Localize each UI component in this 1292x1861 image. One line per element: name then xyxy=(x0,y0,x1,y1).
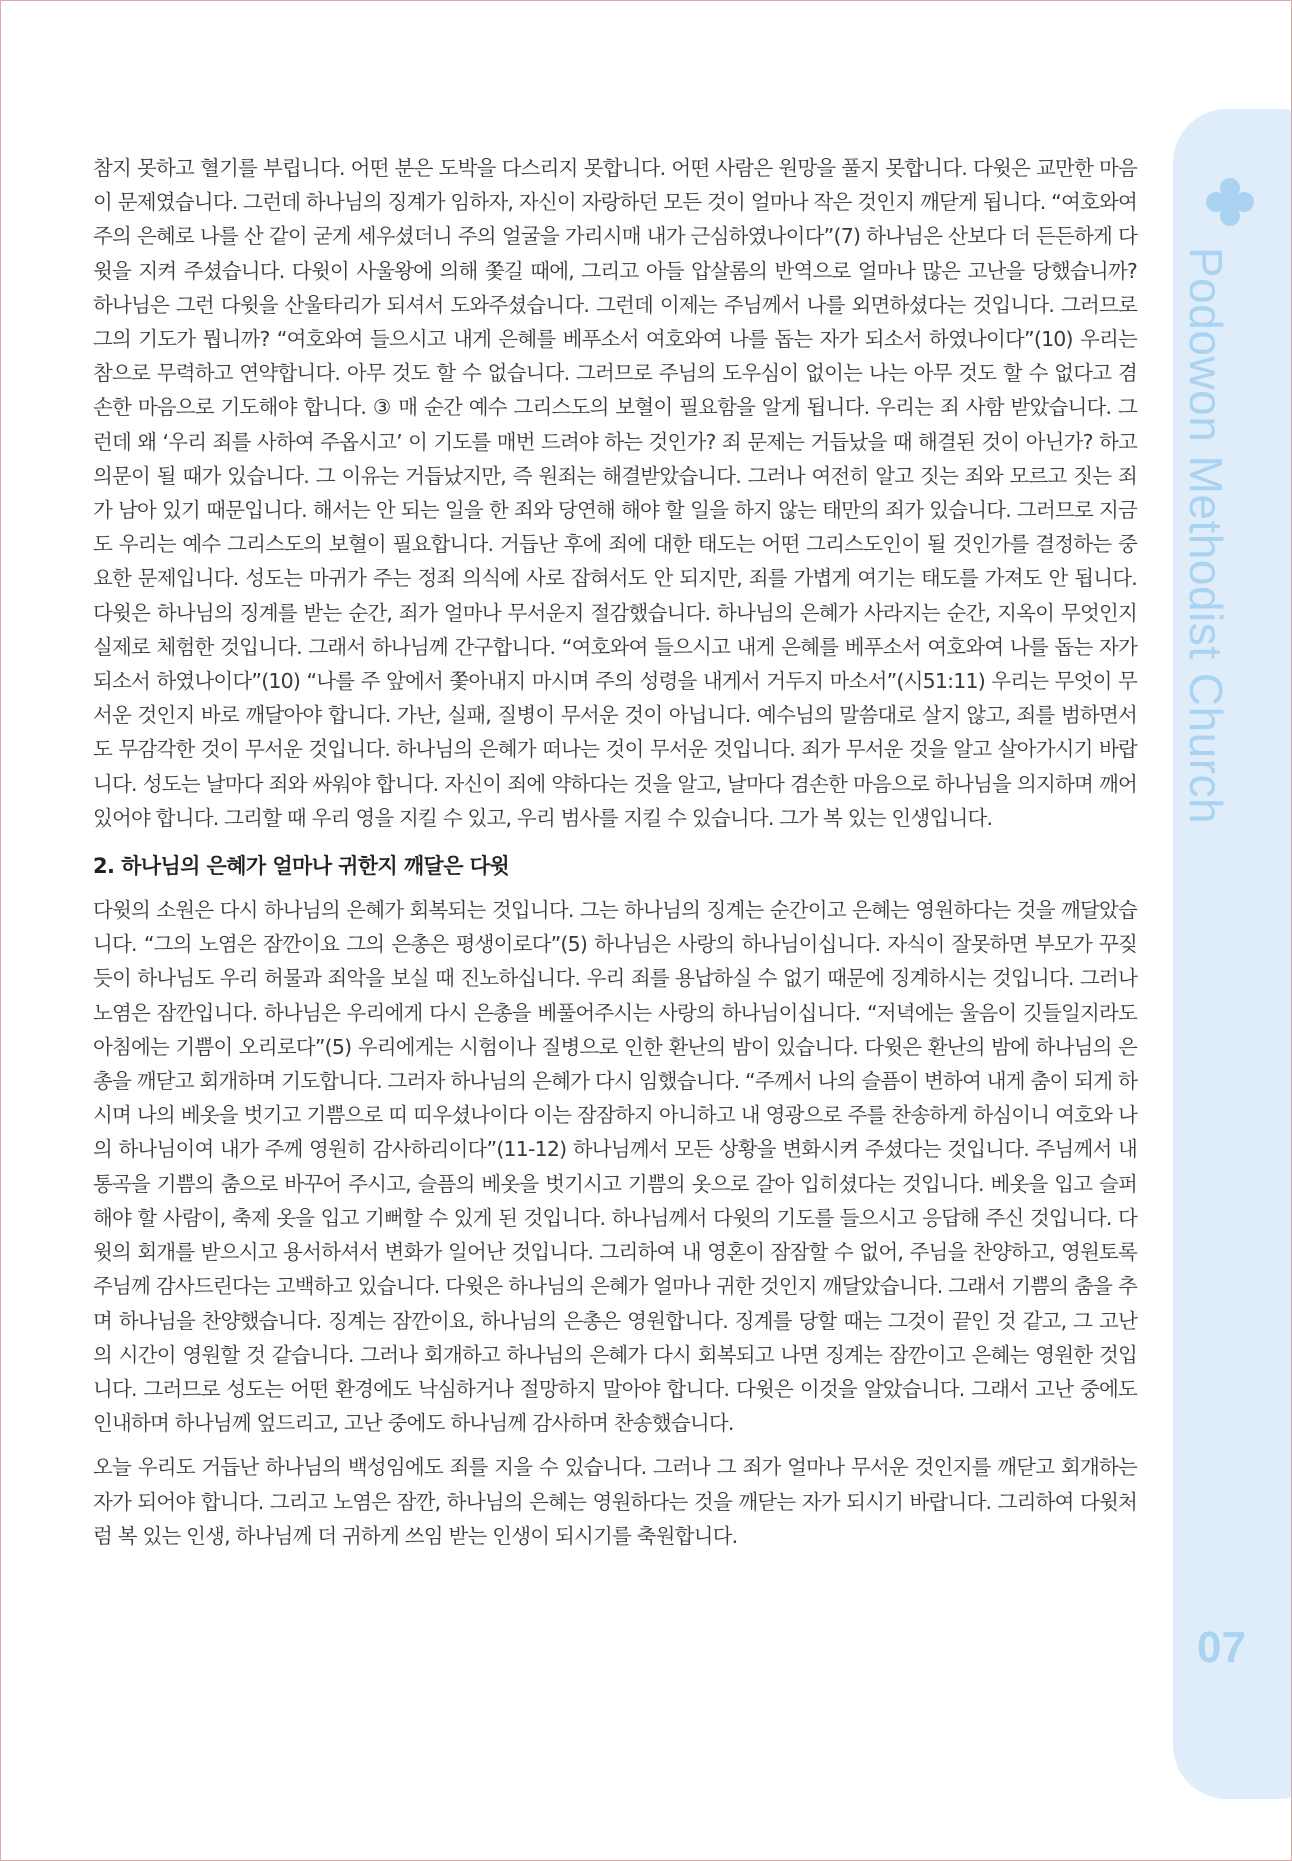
sermon-body xyxy=(93,151,1137,1553)
section-heading-2: 2. 하나님의 은혜가 얼마나 귀한지 깨달은 다윗 xyxy=(93,854,510,879)
four-petal-cross-icon xyxy=(1205,177,1255,227)
body-paragraph-1: 참지 못하고 혈기를 부립니다. 어떤 분은 도박을 다스리지 못합니다. 어떤 사람은 원망을 풀지 못합니다. 다윗은 교만한 마음이 문제였습니다. 그런데 하나님의 징계가 임하자, 자신이 자랑하던 모든 것이 얼마나 작은 것인지 깨닫게 됩니다. “여호와여 주의 은혜로 나를 산 같이 굳게 세우셨더니 주의 얼굴을 가리시매 내가 근심하였나이다”(7) 하나님은 산보다 더 든든하게 다윗을 지켜 주셨습니다. 다윗이 사울왕에 의해 쫓길 때에, 그리고 아들 압살롬의 반역으로 얼마나 많은 고난을 당했습니까? 하나님은 그런 다윗을 산울타리가 되셔서 도와주셨습니다. 그런데 이제는 주님께서 나를 외면하셨다는 것입니다. 그러므로 그의 기도가 뭡니까? “여호와여 들으시고 내게 은혜를 베푸소서 여호와여 나를 돕는 자가 되소서 하였나이다”(10) 우리는 참으로 무력하고 연약합니다. 아무 것도 할 수 없습니다. 그러므로 주님의 도우심이 없이는 나는 아무 것도 할 수 없다고 겸손한 마음으로 기도해야 합니다. ③ 매 순간 예수 그리스도의 보혈이 필요함을 알게 됩니다. 우리는 죄 사함 받았습니다. 그런데 왜 ‘우리 죄를 사하여 주옵시고’ 이 기도를 매번 드려야 하는 것인가? 죄 문제는 거듭났을 때 해결된 것이 아닌가? 하고 의문이 될 때가 있습니다. 그 이유는 거듭났지만, 즉 원죄는 해결받았습니다. 그러나 여전히 알고 짓는 죄와 모르고 짓는 죄가 남아 있기 때문입니다. 해서는 안 되는 일을 한 죄와 당연해 해야 할 일을 하지 않는 태만의 죄가 있습니다. 그러므로 지금도 우리는 예수 그리스도의 보혈이 필요합니다. 거듭난 후에 죄에 대한 태도는 어떤 그리스도인이 될 것인가를 결정하는 중요한 문제입니다. 성도는 마귀가 주는 정죄 의식에 사로 잡혀서도 안 되지만, 죄를 가볍게 여기는 태도를 가져도 안 됩니다. 다윗은 하나님의 징계를 받는 순간, 죄가 얼마나 무서운지 절감했습니다. 하나님의 은혜가 사라지는 순간, 지옥이 무엇인지 실제로 체험한 것입니다. 그래서 하나님께 간구합니다. “여호와여 들으시고 내게 은혜를 베푸소서 여호와여 나를 돕는 자가 되소서 하였나이다”(10) “나를 주 앞에서 쫓아내지 마시며 주의 성령을 내게서 거두지 마소서”(시51:11) 우리는 무엇이 무서운 것인지 바로 깨달아야 합니다. 가난, 실패, 질병이 무서운 것이 아닙니다. 예수님의 말씀대로 살지 않고, 죄를 범하면서도 무감각한 것이 무서운 것입니다. 하나님의 은혜가 떠나는 것이 무서운 것입니다. 죄가 무서운 것을 알고 살아가시기 바랍니다. 성도는 날마다 죄와 싸워야 합니다. 자신이 죄에 약하다는 것을 알고, 날마다 겸손한 마음으로 하나님을 의지하며 깨어 있어야 합니다. 그리할 때 우리 영을 지킬 수 있고, 우리 범사를 지킬 수 있습니다. 그가 복 있는 인생입니다. xyxy=(93,156,1137,830)
page-number: 07 xyxy=(1197,1623,1246,1672)
body-paragraph-2: 다윗의 소원은 다시 하나님의 은혜가 회복되는 것입니다. 그는 하나님의 징계는 순간이고 은혜는 영원하다는 것을 깨달았습니다. “그의 노염은 잠깐이요 그의 은총은 평생이로다”(5) 하나님은 사랑의 하나님이십니다. 자식이 잘못하면 부모가 꾸짖듯이 하나님도 우리 허물과 죄악을 보실 때 진노하십니다. 우리 죄를 용납하실 수 없기 때문에 징계하시는 것입니다. 그러나 노염은 잠깐입니다. 하나님은 우리에게 다시 은총을 베풀어주시는 사랑의 하나님이십니다. “저녁에는 울음이 깃들일지라도 아침에는 기쁨이 오리로다”(5) 우리에게는 시험이나 질병으로 인한 환난의 밤이 있습니다. 다윗은 환난의 밤에 하나님의 은총을 깨닫고 회개하며 기도합니다. 그러자 하나님의 은혜가 다시 임했습니다. “주께서 나의 슬픔이 변하여 내게 춤이 되게 하시며 나의 베옷을 벗기고 기쁨으로 띠 띠우셨나이다 이는 잠잠하지 아니하고 내 영광으로 주를 찬송하게 하심이니 여호와 나의 하나님이여 내가 주께 영원히 감사하리이다”(11-12) 하나님께서 모든 상황을 변화시켜 주셨다는 것입니다. 주님께서 내 통곡을 기쁨의 춤으로 바꾸어 주시고, 슬픔의 베옷을 벗기시고 기쁨의 옷으로 갈아 입히셨다는 것입니다. 베옷을 입고 슬퍼해야 할 사람이, 축제 옷을 입고 기뻐할 수 있게 된 것입니다. 하나님께서 다윗의 기도를 들으시고 응답해 주신 것입니다. 다윗의 회개를 받으시고 용서하셔서 변화가 일어난 것입니다. 그리하여 내 영혼이 잠잠할 수 없어, 주님을 찬양하고, 영원토록 주님께 감사드린다는 고백하고 있습니다. 다윗은 하나님의 은혜가 얼마나 귀한 것인지 깨달았습니다. 그래서 기쁨의 춤을 추며 하나님을 찬양했습니다. 징계는 잠깐이요, 하나님의 은총은 영원합니다. 징계를 당할 때는 그것이 끝인 것 같고, 그 고난의 시간이 영원할 것 같습니다. 그러나 회개하고 하나님의 은혜가 다시 회복되고 나면 징계는 잠깐이고 은혜는 영원한 것입니다. 그러므로 성도는 어떤 환경에도 낙심하거나 절망하지 말아야 합니다. 다윗은 이것을 알았습니다. 그래서 고난 중에도 인내하며 하나님께 엎드리고, 고난 중에도 하나님께 감사하며 찬송했습니다. xyxy=(93,898,1137,1436)
church-name: Podowon Methodist Church xyxy=(1180,247,1232,825)
body-paragraph-3: 오늘 우리도 거듭난 하나님의 백성임에도 죄를 지을 수 있습니다. 그러나 그 죄가 얼마나 무서운 것인지를 깨닫고 회개하는 자가 되어야 합니다. 그리고 노염은 잠깐, 하나님의 은혜는 영원하다는 것을 깨닫는 자가 되시기 바랍니다. 그리하여 다윗처럼 복 있는 인생, 하나님께 더 귀하게 쓰임 받는 인생이 되시기를 축원합니다. xyxy=(93,1455,1137,1548)
